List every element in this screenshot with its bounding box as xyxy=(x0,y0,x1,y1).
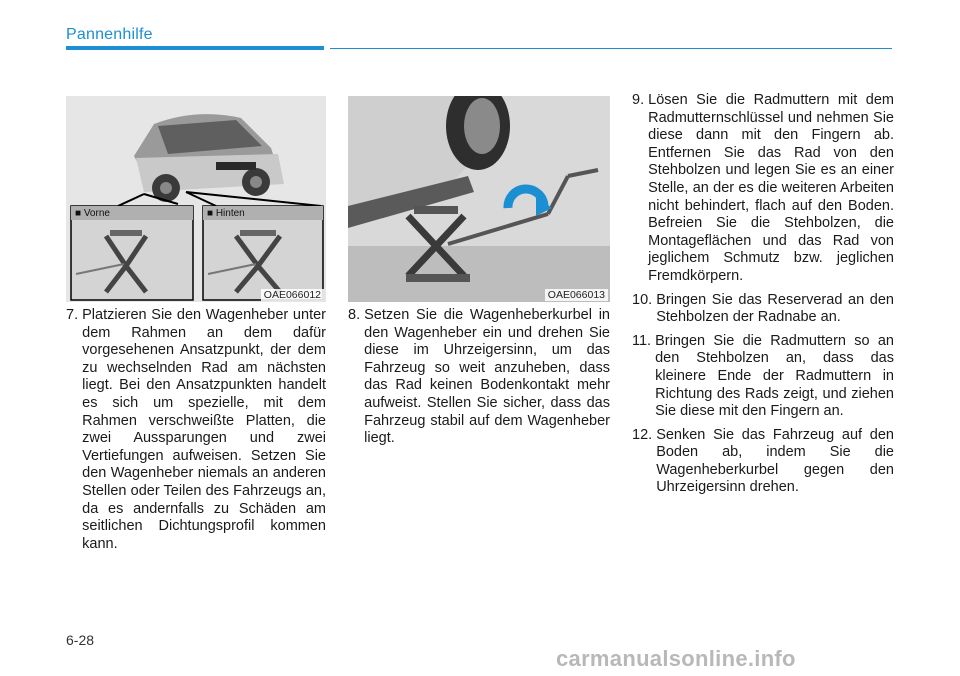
list-item-step-8 xyxy=(348,307,610,448)
list-item-step-7 xyxy=(66,307,326,553)
step-text: Lösen Sie die Radmuttern mit dem Radmutternschlüssel und nehmen Sie diese dann mit den Fingern ab. Entfernen Sie das Rad von den Stehbolzen und legen Sie es an einer Stelle, an der es die weiteren Arbeiten nicht behindert, flach auf den Boden. Befreien Sie die Stehbolzen, die Montageflächen und das Rad von jeglichem Schmutz bzw. jeglichen Fremdkörpern. xyxy=(648,92,894,284)
section-title: Pannenhilfe xyxy=(66,26,153,43)
step-number: 12. xyxy=(632,426,657,443)
header-rule-thin xyxy=(330,48,892,49)
step-text: Bringen Sie die Radmuttern so an den Stehbolzen an, dass das kleinere Ende der Radmuttern in Richtung des Rads zeigt, und ziehen Sie diese mit den Fingern an. xyxy=(655,332,894,420)
column-1 xyxy=(66,307,326,559)
step-number: 7. xyxy=(66,307,83,323)
step-number: 9. xyxy=(632,92,649,108)
step-number: 8. xyxy=(348,307,365,323)
step-number: 11. xyxy=(632,332,656,349)
watermark: carmanualsonline.info xyxy=(556,646,796,671)
figure-jack-points xyxy=(66,96,326,302)
step-text: Platzieren Sie den Wagenheber unter dem Rahmen an dem dafür vorgesehenen Ansatzpunkt, der dem zu wechselnden Rad am nächsten liegt. Bei den Ansatzpunkten handelt es sich um spezielle, mit dem Rahmen verschweißte Platten, die zwei Aussparungen und zwei Vertiefungen aufweisen. Setzen Sie den Wagenheber niemals an anderen Stellen oder Teilen des Fahrzeugs an, da es andernfalls zu Schäden am seitlichen Dichtungsprofil kommen kann. xyxy=(82,307,326,552)
figure-jack-crank xyxy=(348,96,610,302)
header-rule-thick xyxy=(66,46,324,50)
step-text: Senken Sie das Fahrzeug auf den Boden ab, indem Sie die Wagenheberkurbel gegen den Uhrzeigersinn drehen. xyxy=(656,426,894,496)
figure-code: OAE066013 xyxy=(545,289,608,301)
page-number: 6-28 xyxy=(66,632,95,648)
figure-code: OAE066012 xyxy=(261,289,324,301)
column-2 xyxy=(348,307,610,454)
list-item-step-9 xyxy=(632,92,894,286)
list-item-step-10 xyxy=(632,292,894,327)
list-item-step-12 xyxy=(632,427,894,497)
step-text: Setzen Sie die Wagenheberkurbel in den Wagenheber ein und drehen Sie diese im Uhrzeigersinn, um das Fahrzeug so weit anzuheben, dass das Rad keinen Bodenkontakt mehr aufweist. Stellen Sie sicher, dass das Fahrzeug stabil auf dem Wagenheber liegt. xyxy=(364,307,610,447)
front-label: ■ Vorne xyxy=(75,208,110,219)
step-number: 10. xyxy=(632,291,657,308)
column-3 xyxy=(632,92,894,503)
list-item-step-11 xyxy=(632,333,894,421)
step-text: Bringen Sie das Reserverad an den Stehbolzen der Radnabe an. xyxy=(656,291,894,326)
rear-label: ■ Hinten xyxy=(207,208,245,219)
